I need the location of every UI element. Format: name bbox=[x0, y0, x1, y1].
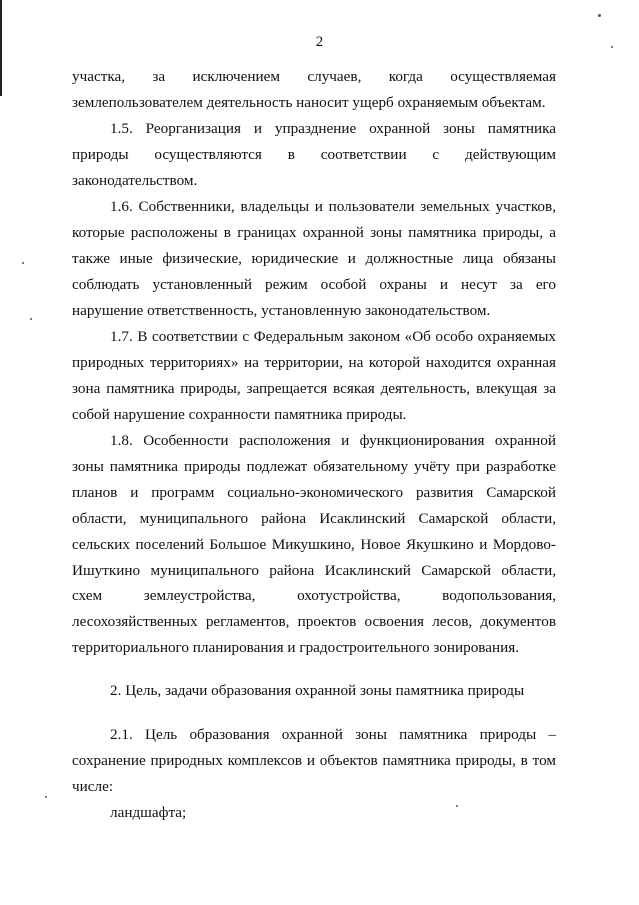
scan-speck bbox=[45, 796, 47, 798]
scan-speck bbox=[598, 14, 601, 17]
paragraph-1-8: 1.8. Особенности расположения и функционирования охранной зоны памятника природы подлежат обязательному учёту при разработке планов и программ социально-экономического развития Самарской области, муниципального района Исаклинский Самарской области, сельских поселений Большое Микушкино, Новое Якушкино и Мордово-Ишуткино муниципального района Исаклинский Самарской области, схем землеустройства, охотустройства, водопользования, лесохозяйственных регламентов, проектов освоения лесов, документов территориального планирования и градостроительного зонирования. bbox=[72, 432, 556, 657]
paragraph-1-7: 1.7. В соответствии с Федеральным законом «Об особо охраняемых природных территориях» на территории, на которой находится охранная зона памятника природы, запрещается всякая деятельность, влекущая за собой нарушение сохранности памятника природы. bbox=[72, 328, 556, 423]
section-2-heading: 2. Цель, задачи образования охранной зоны памятника природы bbox=[110, 682, 525, 699]
paragraph-landscape: ландшафта; bbox=[110, 804, 187, 821]
scan-speck bbox=[30, 318, 32, 320]
paragraph-1-5: 1.5. Реорганизация и упразднение охранной зоны памятника природы осуществляются в соответствии с действующим законодательством. bbox=[72, 120, 556, 189]
paragraph-1-6: 1.6. Собственники, владельцы и пользователи земельных участков, которые расположены в границах охранной зоны памятника природы, а также иные физические, юридические и должностные лица обязаны соблюдать установленный режим особой охраны и несут за его нарушение ответственность, установленную законодательством. bbox=[72, 198, 556, 319]
paragraph-2-1: 2.1. Цель образования охранной зоны памятника природы – сохранение природных комплексов и объектов памятника природы, в том числе: bbox=[72, 726, 556, 795]
paragraph-continuation: участка, за исключением случаев, когда осуществляемая землепользователем деятельность наносит ущерб охраняемым объектам. bbox=[72, 68, 556, 111]
scan-speck bbox=[22, 262, 24, 264]
scan-speck bbox=[611, 46, 613, 48]
scan-speck bbox=[456, 805, 458, 807]
page-number: 2 bbox=[315, 34, 324, 50]
